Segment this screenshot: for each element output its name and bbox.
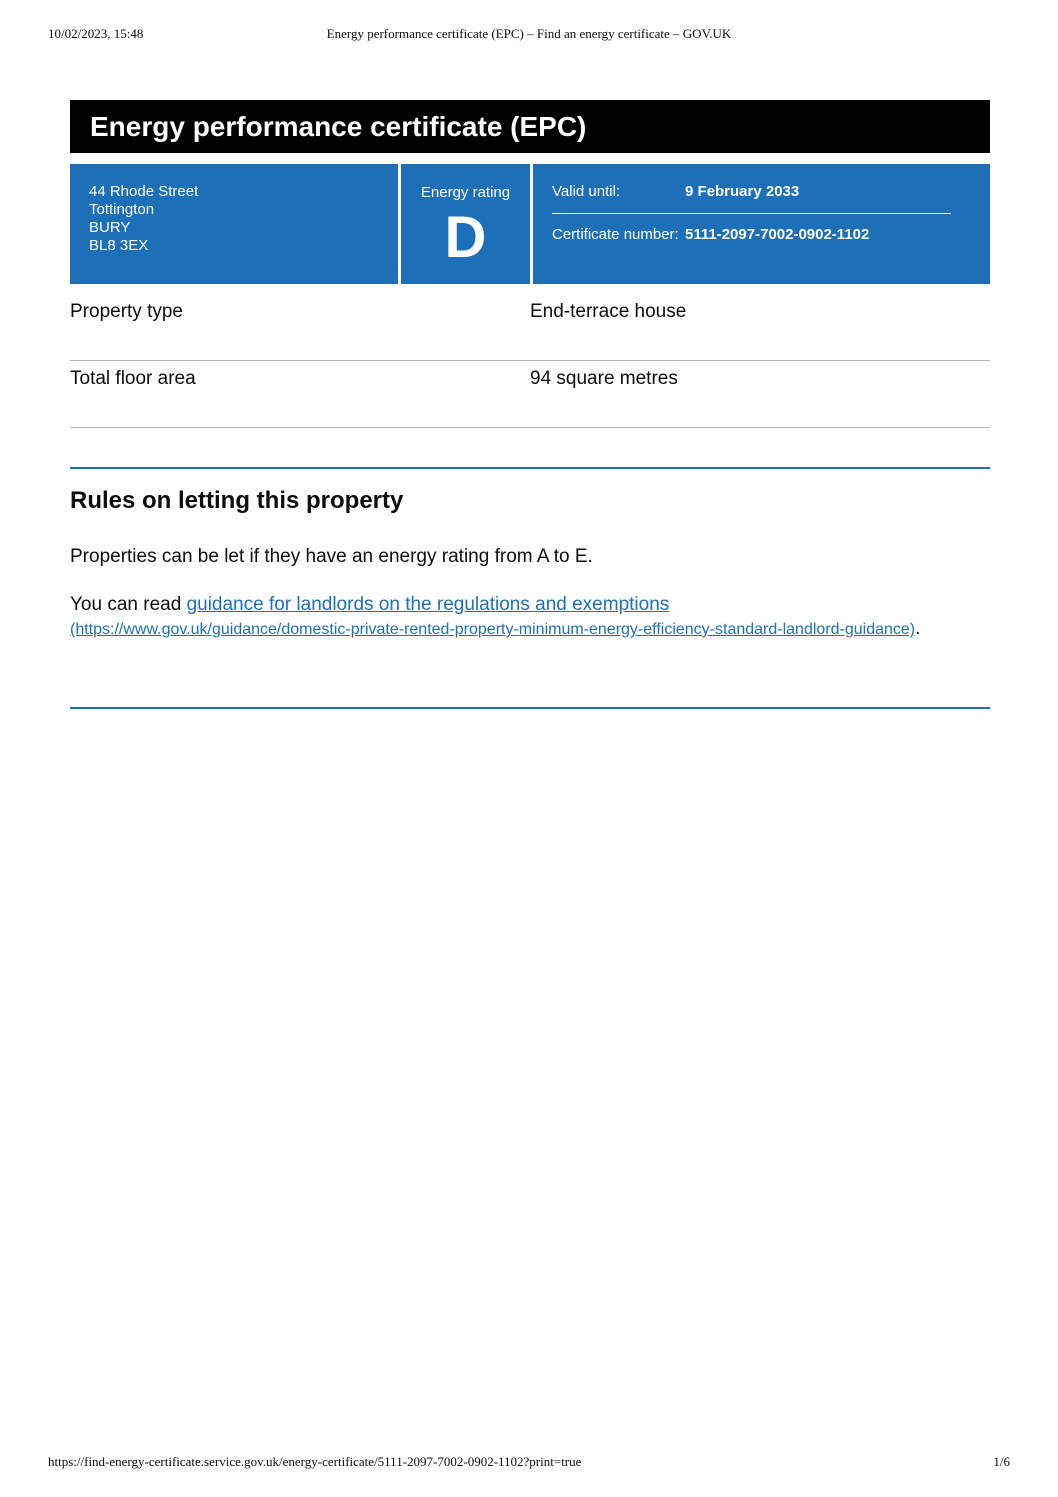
guidance-link-url[interactable]: (https://www.gov.uk/guidance/domestic-private-rented-property-minimum-energy-efficiency-standard-landlord-guidance) — [70, 621, 916, 638]
address-line: 44 Rhode Street — [89, 183, 199, 200]
summary-row-floor-area — [70, 351, 990, 428]
certificate-number-value: 5111-2097-7002-0902-1102 — [685, 226, 870, 243]
summary-label: Total floor area — [70, 368, 196, 389]
energy-rating-label: Energy rating — [420, 184, 511, 201]
valid-until-row — [552, 183, 952, 203]
address-line: BURY — [89, 219, 131, 236]
page-title: Energy performance certificate (EPC) — [90, 111, 587, 142]
print-url: https://find-energy-certificate.service.gov.uk/energy-certificate/5111-2097-7002-0902-1102?print=true — [48, 1454, 582, 1469]
summary-row-property-type — [70, 284, 990, 361]
print-page-title: Energy performance certificate (EPC) – Find an energy certificate – GOV.UK — [326, 26, 732, 41]
rules-paragraph: Properties can be let if they have an energy rating from A to E. — [70, 546, 593, 567]
summary-value: 94 square metres — [530, 368, 678, 389]
energy-rating-box — [401, 164, 530, 284]
valid-until-value: 9 February 2033 — [685, 183, 800, 200]
print-datetime: 10/02/2023, 15:48 — [48, 26, 144, 41]
section-bottom-rule — [70, 707, 990, 709]
panel-divider — [530, 164, 533, 284]
energy-rating-letter: D — [444, 205, 487, 270]
valid-until-label: Valid until: — [552, 183, 621, 200]
summary-label: Property type — [70, 301, 183, 322]
certificate-meta — [552, 164, 952, 284]
certificate-panel — [70, 164, 990, 284]
summary-value: End-terrace house — [530, 301, 687, 322]
guidance-suffix: . — [915, 618, 921, 639]
print-page-number: 1/6 — [993, 1454, 1010, 1469]
page-title-bar — [70, 100, 990, 153]
guidance-paragraph — [70, 593, 970, 641]
certificate-number-row — [552, 226, 952, 246]
property-address — [89, 183, 198, 255]
section-top-rule — [70, 467, 990, 469]
rules-heading: Rules on letting this property — [70, 487, 404, 514]
guidance-link[interactable]: guidance for landlords on the regulations and exemptions — [186, 594, 670, 615]
address-line: BL8 3EX — [89, 237, 149, 254]
guidance-prefix: You can read — [70, 594, 187, 615]
certificate-number-label: Certificate number: — [552, 226, 679, 243]
meta-divider — [552, 213, 951, 214]
address-line: Tottington — [89, 201, 155, 218]
